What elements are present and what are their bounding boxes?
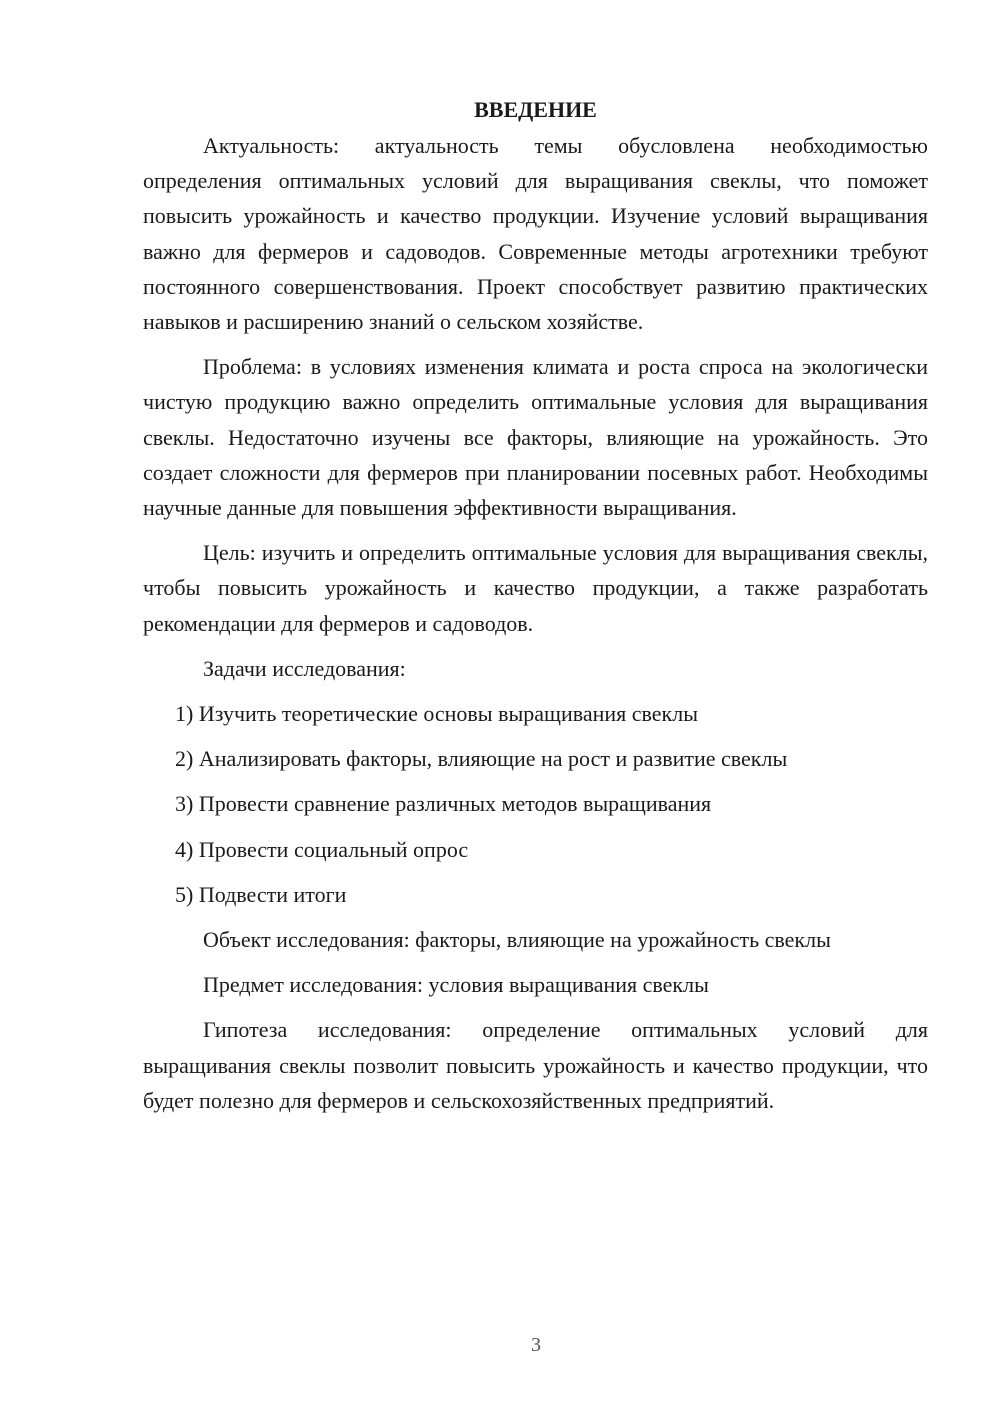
document-title: ВВЕДЕНИЕ [474,97,597,122]
tasks-heading: Задачи исследования: [203,655,406,681]
task-item: 1) Изучить теоретические основы выращивания свеклы [175,701,698,727]
relevance-paragraph: Актуальность: актуальность темы обусловлена необходимостью определения оптимальных условий для выращивания свеклы, что поможет повысить урожайность и качество продукции. Изучение условий выращивания важно для фермеров и садоводов. Современные методы агротехники требуют постоянного совершенствования. Проект способствует развитию практических навыков и расширению знаний о сельском хозяйстве. [143,133,928,335]
goal-paragraph: Цель: изучить и определить оптимальные условия для выращивания свеклы, чтобы повысить урожайность и качество продукции, а также разработать рекомендации для фермеров и садоводов. [143,540,928,636]
research-subject: Предмет исследования: условия выращивания свеклы [203,972,709,998]
task-item: 5) Подвести итоги [175,881,347,907]
research-object: Объект исследования: факторы, влияющие на урожайность свеклы [203,927,831,953]
task-item: 2) Анализировать факторы, влияющие на рост и развитие свеклы [175,746,788,772]
tasks-list [143,696,928,912]
document-page [143,94,928,1128]
problem-paragraph: Проблема: в условиях изменения климата и роста спроса на экологически чистую продукцию важно определить оптимальные условия для выращивания свеклы. Недостаточно изучены все факторы, влияющие на урожайность. Это создает сложности для фермеров при планировании посевных работ. Необходимы научные данные для повышения эффективности выращивания. [143,354,928,521]
task-item: 3) Провести сравнение различных методов выращивания [175,791,712,817]
task-item: 4) Провести социальный опрос [175,836,469,862]
page-number: 3 [531,1334,541,1356]
hypothesis-paragraph: Гипотеза исследования: определение оптимальных условий для выращивания свеклы позволит повысить урожайность и качество продукции, что будет полезно для фермеров и сельскохозяйственных предприятий. [143,1017,928,1113]
